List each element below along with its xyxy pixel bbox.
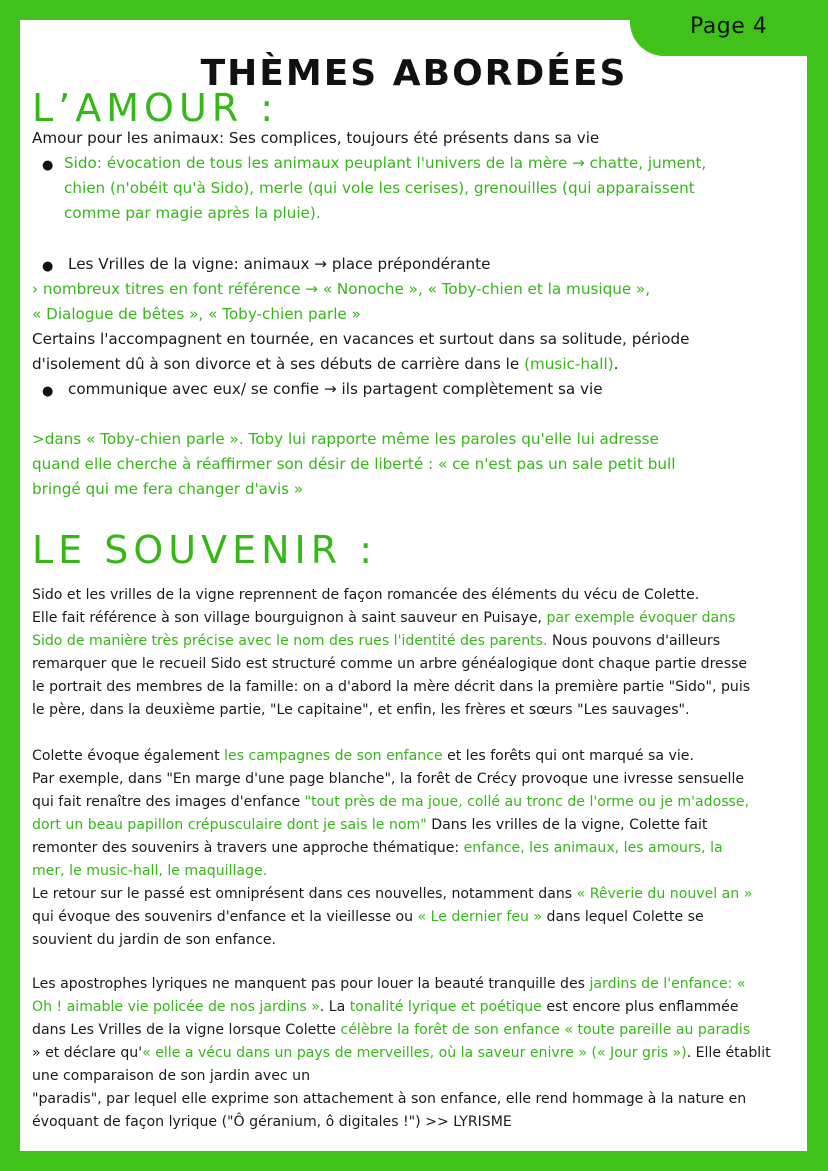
- body-text: qui évoque des souvenirs d'enfance et la vieillesse ou: [32, 909, 418, 925]
- highlight-text: dort un beau papillon crépusculaire dont je sais le nom": [32, 817, 427, 833]
- text-line: [32, 587, 699, 603]
- body-text: .: [613, 355, 619, 373]
- highlight-text: « elle a vécu dans un pays de merveilles, où la saveur enivre » (« Jour gris »): [142, 1045, 687, 1061]
- text-line: [32, 305, 361, 323]
- body-text: et les forêts qui ont marqué sa vie.: [442, 748, 694, 764]
- body-text: Le retour sur le passé est omniprésent dans ces nouvelles, notamment dans: [32, 886, 577, 902]
- body-text: le père, dans la deuxième partie, "Le capitaine", et enfin, les frères et sœurs "Les sauvages".: [32, 702, 690, 718]
- highlight-text: Oh ! aimable vie policée de nos jardins »: [32, 999, 320, 1015]
- text-line: [32, 702, 690, 718]
- body-text: dans Les Vrilles de la vigne lorsque Colette: [32, 1022, 341, 1038]
- body-text: remonter des souvenirs à travers une approche thématique:: [32, 840, 464, 856]
- highlight-text: les campagnes de son enfance: [224, 748, 443, 764]
- body-text: souvient du jardin de son enfance.: [32, 932, 277, 948]
- highlight-text: mer, le music-hall, le maquillage.: [32, 863, 268, 879]
- text-line: [32, 1045, 771, 1061]
- body-text: qui fait renaître des images d'enfance: [32, 794, 305, 810]
- body-text: . La: [319, 999, 350, 1015]
- highlight-text: chien (n'obéit qu'à Sido), merle (qui vole les cerises), grenouilles (qui apparaissent: [64, 179, 695, 197]
- highlight-text: enfance, les animaux, les amours, la: [463, 840, 723, 856]
- highlight-text: Sido: évocation de tous les animaux peuplant l'univers de la mère → chatte, jument,: [64, 154, 707, 172]
- highlight-text: jardins de l'enfance: «: [589, 976, 746, 992]
- page-title: THÈMES ABORDÉES: [200, 53, 628, 94]
- highlight-text: "tout près de ma joue, collé au tronc de l'orme ou je m'adosse,: [304, 794, 750, 810]
- text-line: [32, 480, 303, 498]
- bullet-icon: ●: [42, 384, 54, 399]
- body-text: remarquer que le recueil Sido est structuré comme un arbre généalogique dont chaque partie dresse: [32, 656, 748, 672]
- text-line: [32, 1022, 750, 1038]
- bullet-icon: ●: [42, 158, 54, 173]
- text-line: [64, 179, 695, 197]
- highlight-text: célèbre la forêt de son enfance « toute pareille au paradis: [340, 1022, 751, 1038]
- text-line: [32, 863, 267, 879]
- body-text: Certains l'accompagnent en tournée, en vacances et surtout dans sa solitude, période: [32, 330, 690, 348]
- highlight-text: « Rêverie du nouvel an »: [576, 886, 753, 902]
- body-text: Par exemple, dans "En marge d'une page blanche", la forêt de Crécy provoque une ivresse sensuelle: [32, 771, 745, 787]
- body-text: Amour pour les animaux: Ses complices, toujours été présents dans sa vie: [32, 129, 600, 147]
- body-text: Colette évoque également: [32, 748, 225, 764]
- body-text: Les Vrilles de la vigne: animaux → place prépondérante: [68, 255, 491, 273]
- body-text: Nous pouvons d'ailleurs: [547, 633, 721, 649]
- body-text: évoquant de façon lyrique ("Ô géranium, ô digitales !") >> LYRISME: [32, 1114, 512, 1130]
- text-line: [32, 817, 707, 833]
- highlight-text: Sido de manière très précise avec le nom des rues l'identité des parents.: [32, 633, 548, 649]
- highlight-text: › nombreux titres en font référence → « Nonoche », « Toby-chien et la musique »,: [32, 280, 651, 298]
- highlight-text: par exemple évoquer dans: [546, 610, 736, 626]
- body-text: Les apostrophes lyriques ne manquent pas pour louer la beauté tranquille des: [32, 976, 590, 992]
- text-line: [32, 748, 694, 764]
- text-line: [32, 455, 675, 473]
- text-line: [32, 886, 752, 902]
- highlight-text: (music-hall): [524, 355, 614, 373]
- text-line: [64, 204, 321, 222]
- highlight-text: bringé qui me fera changer d'avis »: [32, 480, 304, 498]
- text-line: [32, 430, 659, 448]
- text-line: [32, 909, 704, 925]
- text-line: [32, 129, 599, 147]
- body-text: le portrait des membres de la famille: on a d'abord la mère décrit dans la première partie "Sido", puis: [32, 679, 751, 695]
- text-line: [32, 771, 744, 787]
- body-text: Dans les vrilles de la vigne, Colette fait: [426, 817, 708, 833]
- highlight-text: quand elle cherche à réaffirmer son désir de liberté : « ce n'est pas un sale petit bull: [32, 455, 676, 473]
- highlight-text: « Dialogue de bêtes », « Toby-chien parle »: [32, 305, 361, 323]
- bullet-line: [64, 154, 706, 172]
- text-line: [32, 330, 689, 348]
- body-text: d'isolement dû à son divorce et à ses débuts de carrière dans le: [32, 355, 525, 373]
- text-line: [32, 1091, 746, 1107]
- text-line: [32, 932, 276, 948]
- text-line: [32, 976, 745, 992]
- text-line: [32, 656, 747, 672]
- body-text: communique avec eux/ se confie → ils partagent complètement sa vie: [68, 380, 603, 398]
- body-text: » et déclare qu': [32, 1045, 143, 1061]
- text-line: [32, 1068, 310, 1084]
- highlight-text: comme par magie après la pluie).: [64, 204, 321, 222]
- text-line: [32, 610, 735, 626]
- body-text: dans lequel Colette se: [542, 909, 704, 925]
- text-line: [32, 1114, 512, 1130]
- page-number: Page 4: [690, 14, 768, 39]
- text-line: [32, 679, 750, 695]
- body-text: est encore plus enflammée: [541, 999, 739, 1015]
- text-line: [32, 355, 619, 373]
- body-text: "paradis", par lequel elle exprime son attachement à son enfance, elle rend hommage à la nature en: [32, 1091, 747, 1107]
- highlight-text: « Le dernier feu »: [417, 909, 543, 925]
- section-heading-souvenir: LE SOUVENIR :: [32, 528, 378, 572]
- text-line: [32, 794, 749, 810]
- bullet-line: [68, 255, 490, 273]
- highlight-text: tonalité lyrique et poétique: [349, 999, 542, 1015]
- text-line: [32, 280, 650, 298]
- text-line: [32, 840, 723, 856]
- section-heading-amour: L’AMOUR :: [32, 86, 279, 130]
- body-text: une comparaison de son jardin avec un: [32, 1068, 311, 1084]
- text-line: [32, 633, 720, 649]
- highlight-text: >dans « Toby-chien parle ». Toby lui rapporte même les paroles qu'elle lui adresse: [32, 430, 659, 448]
- text-line: [32, 999, 739, 1015]
- body-text: Sido et les vrilles de la vigne reprennent de façon romancée des éléments du vécu de Colette.: [32, 587, 700, 603]
- bullet-line: [68, 380, 603, 398]
- bullet-icon: ●: [42, 259, 54, 274]
- body-text: Elle fait référence à son village bourguignon à saint sauveur en Puisaye,: [32, 610, 547, 626]
- body-text: . Elle établit: [686, 1045, 771, 1061]
